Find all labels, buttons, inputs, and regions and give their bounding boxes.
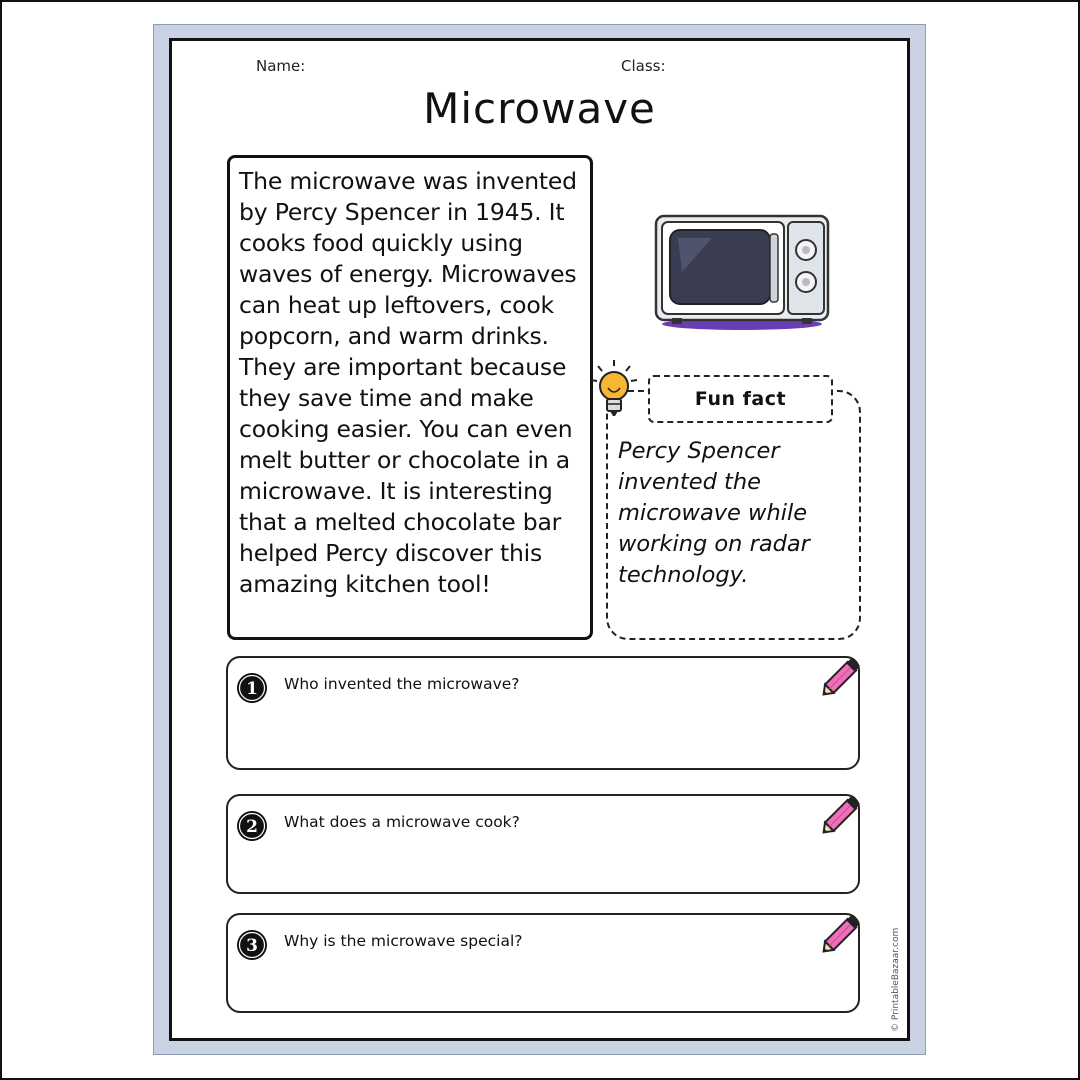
question-3-text: Why is the microwave special?	[284, 932, 523, 950]
pencil-icon	[816, 650, 868, 702]
question-1-number: 1	[246, 679, 258, 699]
class-label: Class:	[621, 57, 666, 75]
fun-fact-label-text: Fun fact	[694, 388, 787, 410]
reading-passage	[227, 155, 593, 640]
lightbulb-icon	[590, 358, 642, 424]
fun-fact-label	[648, 375, 833, 423]
pencil-icon	[816, 907, 868, 959]
question-3-answer-box[interactable]	[226, 913, 860, 1013]
fun-fact-text: Percy Spencer invented the microwave while working on radar technology.	[618, 438, 810, 588]
number-1-icon	[236, 672, 268, 704]
number-3-icon	[236, 929, 268, 961]
question-2-text: What does a microwave cook?	[284, 813, 520, 831]
question-1-answer-box[interactable]	[226, 656, 860, 770]
question-1-text: Who invented the microwave?	[284, 675, 520, 693]
name-label: Name:	[256, 57, 306, 75]
question-3-number: 3	[246, 936, 258, 956]
pencil-icon	[816, 788, 868, 840]
passage-text: The microwave was invented by Percy Spencer in 1945. It cooks food quickly using waves of energy. Microwaves can heat up leftovers, cook popcorn, and warm drinks. They are important because they save time and make cooking easier. You can even melt butter or chocolate in a microwave. It is interesting that a melted chocolate bar helped Percy discover this amazing kitchen tool!	[239, 167, 577, 598]
page-title: Microwave	[423, 84, 656, 133]
question-2-number: 2	[246, 817, 258, 837]
microwave-icon	[652, 212, 832, 334]
copyright-text: © PrintableBazaar.com	[891, 927, 901, 1032]
question-2-answer-box[interactable]	[226, 794, 860, 894]
number-2-icon	[236, 810, 268, 842]
